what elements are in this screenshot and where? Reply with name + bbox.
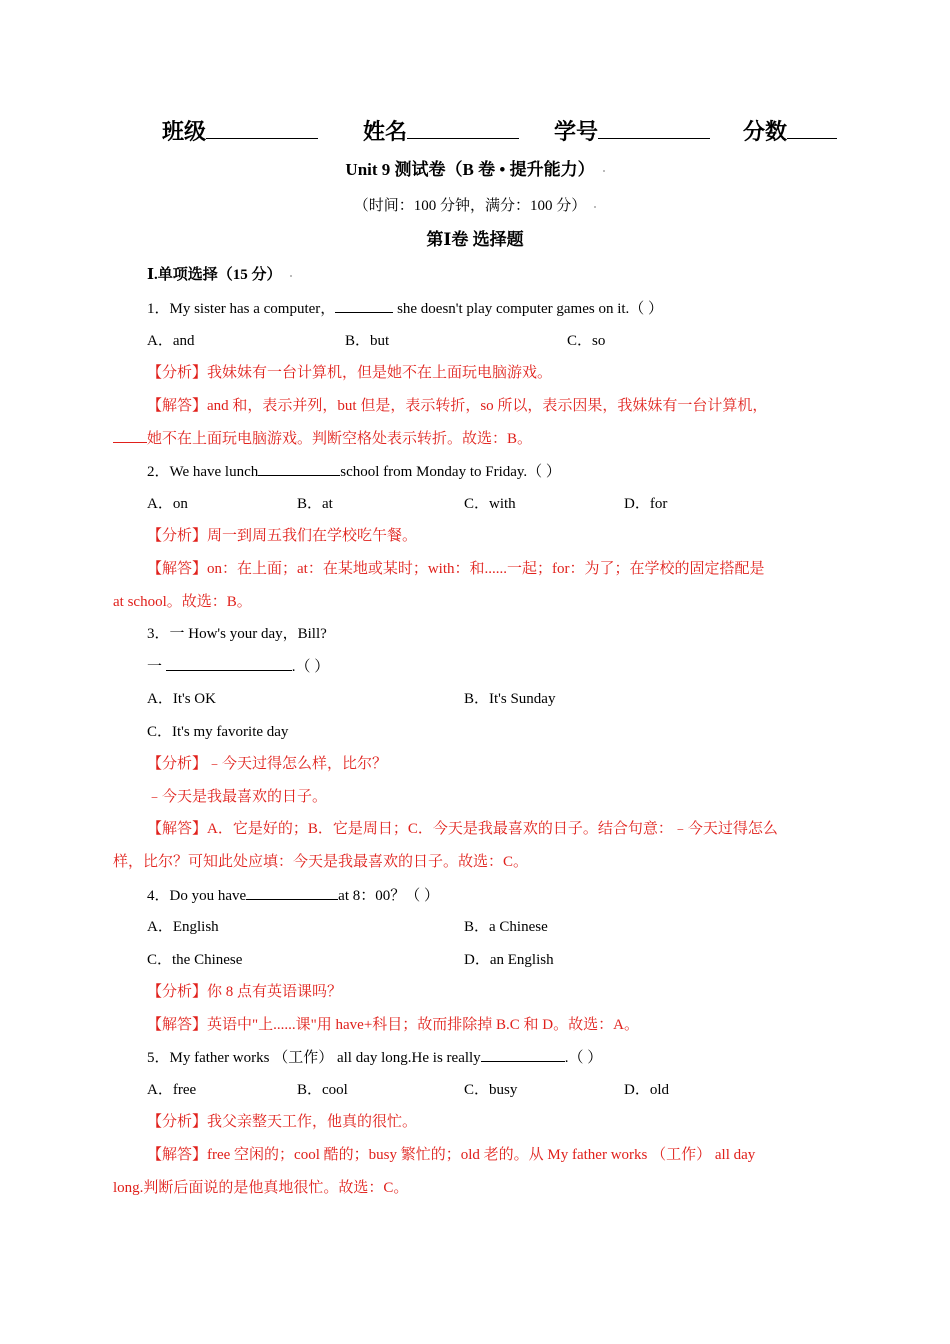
score-blank (787, 118, 837, 139)
answer-line-1: 【解答】on：在上面；at：在某地或某时；with：和......一起；for：为了；在学校的固定搭配是 (147, 561, 765, 577)
option-a: A．It's OK (147, 691, 216, 707)
analysis-line-2: ﹣今天是我最喜欢的日子。 (147, 789, 328, 805)
number-blank (598, 118, 710, 139)
format-mark (290, 275, 292, 277)
question-5-stem (147, 1047, 602, 1068)
option-c: C．so (567, 333, 606, 349)
analysis: 【分析】﹣今天过得怎么样，比尔？ (147, 756, 388, 772)
analysis: 【分析】我父亲整天工作，他真的很忙。 (147, 1114, 418, 1130)
stem-part: .（ ） (291, 659, 330, 675)
question-1-stem (147, 298, 663, 319)
class-field (162, 115, 318, 146)
stem-part: 5．My father works （工作） all day long.He is really (147, 1050, 481, 1066)
analysis: 【分析】你 8 点有英语课吗？ (147, 984, 343, 1000)
analysis: 【分析】我妹妹有一台计算机，但是她不在上面玩电脑游戏。 (147, 365, 553, 381)
format-mark (594, 206, 596, 208)
format-mark (603, 170, 605, 172)
answer-line-1: 【解答】free 空闲的；cool 酷的；busy 繁忙的；old 老的。从 My father works （工作） all day (147, 1147, 756, 1163)
number-label: 学号 (554, 120, 599, 145)
option-a: A．on (147, 496, 188, 512)
question-4-stem (147, 885, 439, 906)
answer-text: 她不在上面玩电脑游戏。判断空格处表示转折。故选：B。 (147, 431, 533, 447)
option-d: D．an English (464, 952, 554, 968)
time-info-text: （时间：100 分钟，满分：100 分） (353, 198, 587, 214)
question-3-reply (147, 656, 329, 677)
question-3-stem: 3．一 How's your day，Bill? (147, 626, 327, 642)
section-title: 第Ⅰ卷 选择题 (426, 230, 524, 249)
option-d: D．for (624, 496, 668, 512)
answer-blank (481, 1047, 565, 1062)
answer-line-2: 样，比尔？可知此处应填：今天是我最喜欢的日子。故选：C。 (113, 854, 529, 870)
stem-part: she doesn't play computer games on it.（ ） (393, 301, 664, 317)
name-blank (407, 118, 519, 139)
stem-part: school from Monday to Friday.（ ） (340, 464, 561, 480)
part-title-text: Ⅰ.单项选择（15 分） (147, 267, 282, 283)
class-blank (206, 118, 318, 139)
answer-blank (246, 885, 338, 900)
analysis: 【分析】周一到周五我们在学校吃午餐。 (147, 528, 418, 544)
option-b: B．a Chinese (464, 919, 548, 935)
time-info (0, 196, 950, 216)
score-field (743, 115, 837, 146)
answer-line-1: 【解答】and 和，表示并列，but 但是，表示转折，so 所以，表示因果，我妹妹有一台计算机， (147, 398, 768, 414)
option-b: B．It's Sunday (464, 691, 556, 707)
answer-line-2 (113, 428, 532, 449)
number-field (554, 115, 710, 146)
part-title (147, 265, 292, 285)
question-2-stem (147, 461, 561, 482)
answer-blank (113, 428, 147, 443)
option-a: A．free (147, 1082, 197, 1098)
stem-part: 2．We have lunch (147, 464, 259, 480)
option-a: A．English (147, 919, 219, 935)
score-label: 分数 (743, 120, 788, 145)
option-c: C．It's my favorite day (147, 724, 289, 740)
option-c: C．busy (464, 1082, 518, 1098)
option-b: B．at (297, 496, 333, 512)
option-c: C．with (464, 496, 516, 512)
class-label: 班级 (162, 120, 207, 145)
name-label: 姓名 (363, 120, 408, 145)
answer-blank (258, 461, 340, 476)
option-b: B．cool (297, 1082, 348, 1098)
answer-line-1: 【解答】英语中"上......课"用 have+科目；故而排除掉 B.C 和 D。故选：A。 (147, 1017, 639, 1033)
name-field (363, 115, 519, 146)
answer-line-1: 【解答】A．它是好的；B．它是周日；C．今天是我最喜欢的日子。结合句意：﹣今天过得怎么 (147, 821, 778, 837)
answer-blank (166, 656, 292, 671)
stem-part: .（ ） (564, 1050, 603, 1066)
stem-part: 4．Do you have (147, 888, 247, 904)
option-a: A．and (147, 333, 195, 349)
answer-blank (335, 298, 393, 313)
stem-part: at 8：00？（ ） (338, 888, 439, 904)
option-b: B．but (345, 333, 390, 349)
stem-part: 一 (147, 659, 166, 675)
answer-line-2: long.判断后面说的是他真地很忙。故选：C。 (113, 1180, 409, 1196)
answer-line-2: at school。故选：B。 (113, 594, 252, 610)
stem-part: 1．My sister has a computer， (147, 301, 336, 317)
page-title (0, 159, 950, 181)
option-d: D．old (624, 1082, 670, 1098)
page-title-text: Unit 9 测试卷（B 卷 • 提升能力） (345, 160, 595, 179)
option-c: C．the Chinese (147, 952, 243, 968)
